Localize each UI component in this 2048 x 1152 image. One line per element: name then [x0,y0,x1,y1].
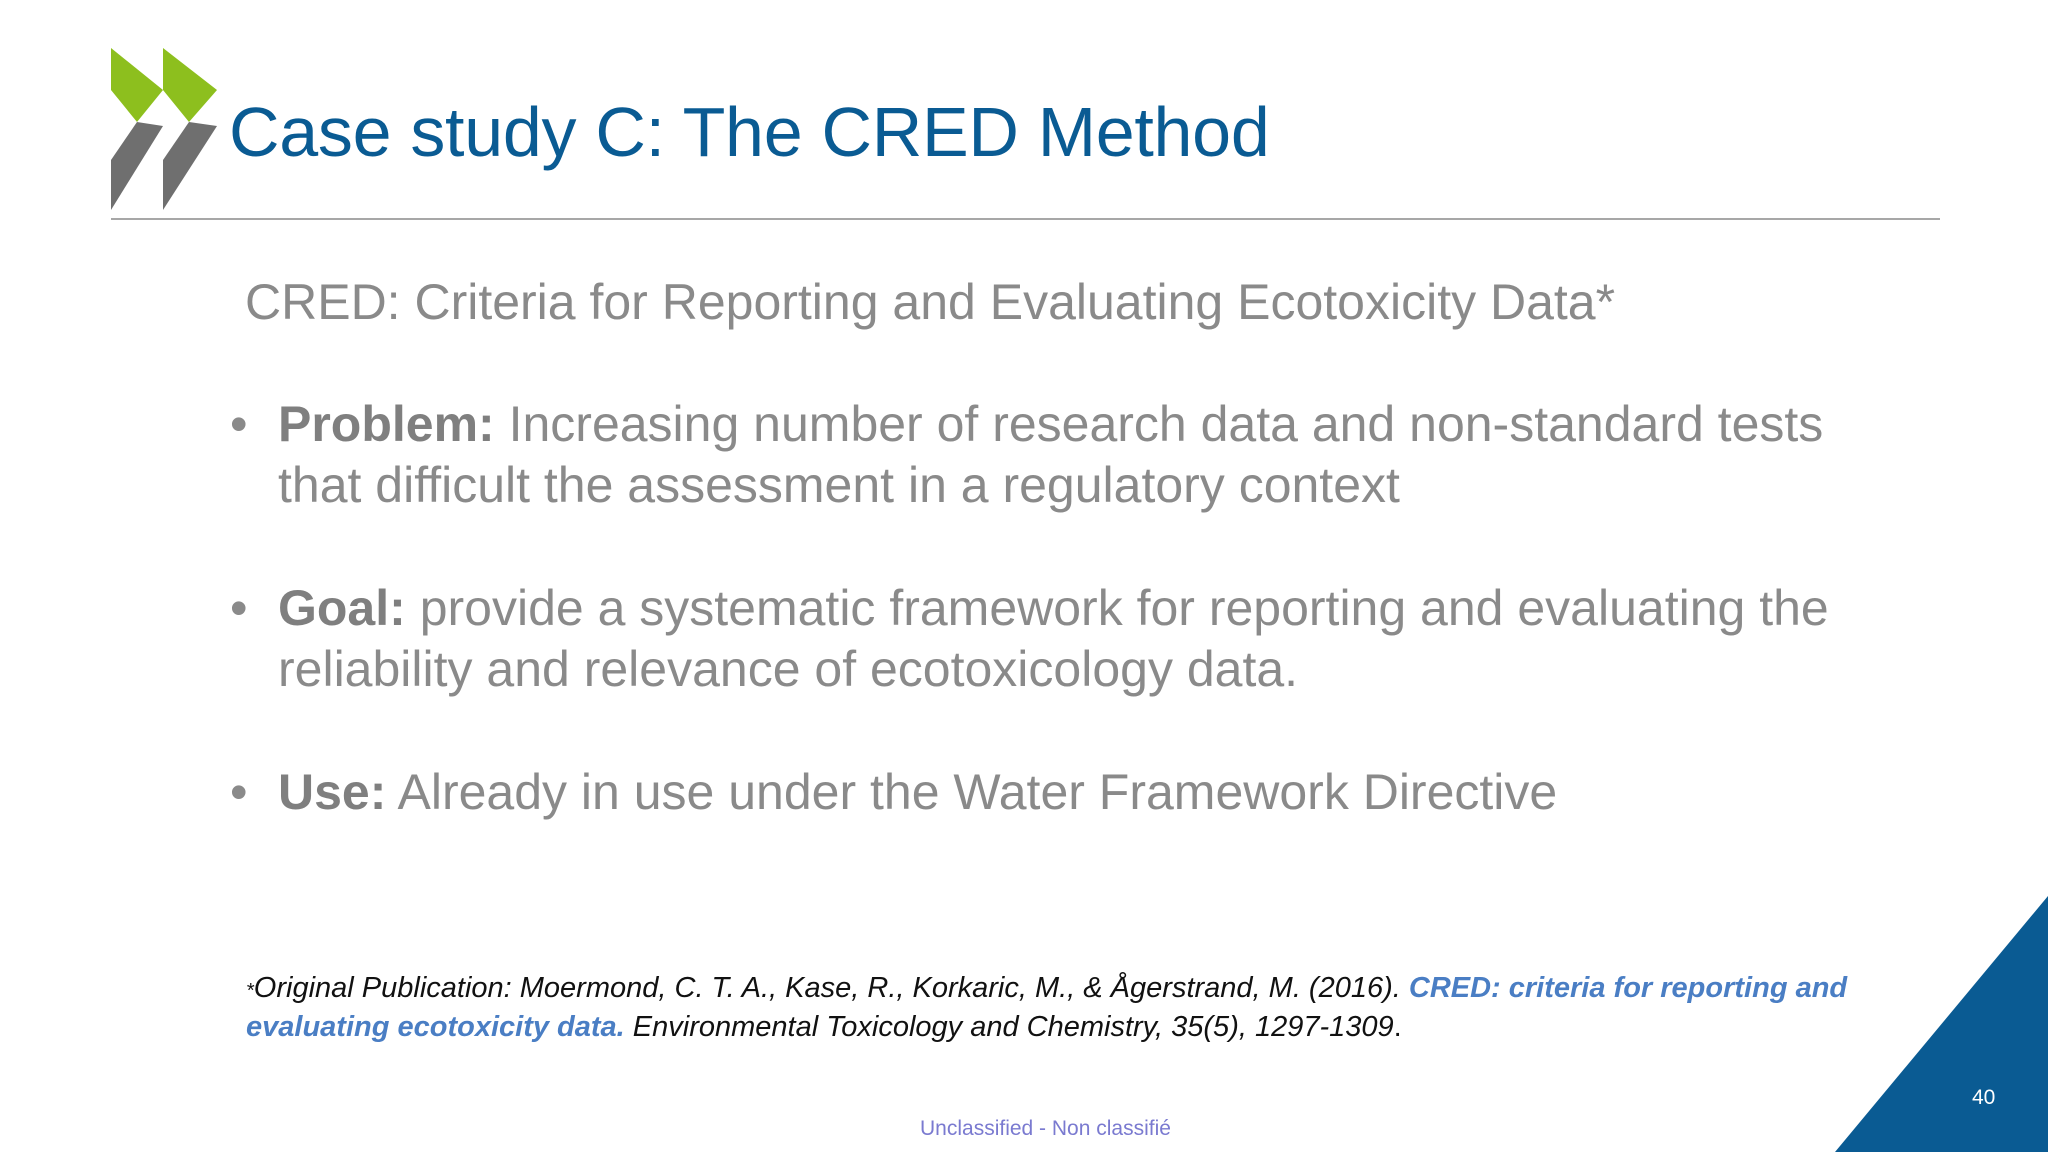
bullet-label: Goal: [278,580,406,636]
slide-title: Case study C: The CRED Method [229,93,1270,171]
footnote-suffix: Environmental Toxicology and Chemistry, 35(5), 1297-1309 [624,1011,1394,1043]
bullet-use [230,762,1910,823]
bullet-body: provide a systematic framework for reporting and evaluating the reliability and relevance of ecotoxicology data. [278,580,1829,697]
footnote-end: . [1393,1011,1402,1043]
bullet-text [278,394,1910,516]
classification-label: Unclassified - Non classifié [920,1117,1171,1140]
bullet-marker: • [230,396,248,452]
bullet-text [278,578,1910,700]
title-divider [111,218,1940,220]
page-number: 40 [1972,1086,1996,1109]
corner-triangle-icon [1835,896,2048,1152]
bullet-marker: • [230,580,248,636]
footnote-prefix: Original Publication: Moermond, C. T. A., Kase, R., Korkaric, M., & Ågerstrand, M. (2016). [253,972,1409,1004]
bullet-problem [230,394,1910,516]
bullet-label: Problem: [278,396,495,452]
bullet-text [278,762,1910,823]
bullet-body: Already in use under the Water Framework Directive [386,764,1558,820]
double-chevron-logo-icon [111,48,217,210]
slide-subtitle: CRED: Criteria for Reporting and Evaluating Ecotoxicity Data* [245,274,1616,330]
bullet-goal [230,578,1910,700]
citation-footnote [246,970,1886,1045]
bullet-label: Use: [278,764,387,820]
bullet-marker: • [230,764,248,820]
citation-link[interactable]: CRED: criteria for reporting and evaluating ecotoxicity data. [246,972,1848,1043]
footnote-star: * [246,980,254,1002]
bullet-body: Increasing number of research data and non-standard tests that difficult the assessment in a regulatory context [278,396,1824,513]
